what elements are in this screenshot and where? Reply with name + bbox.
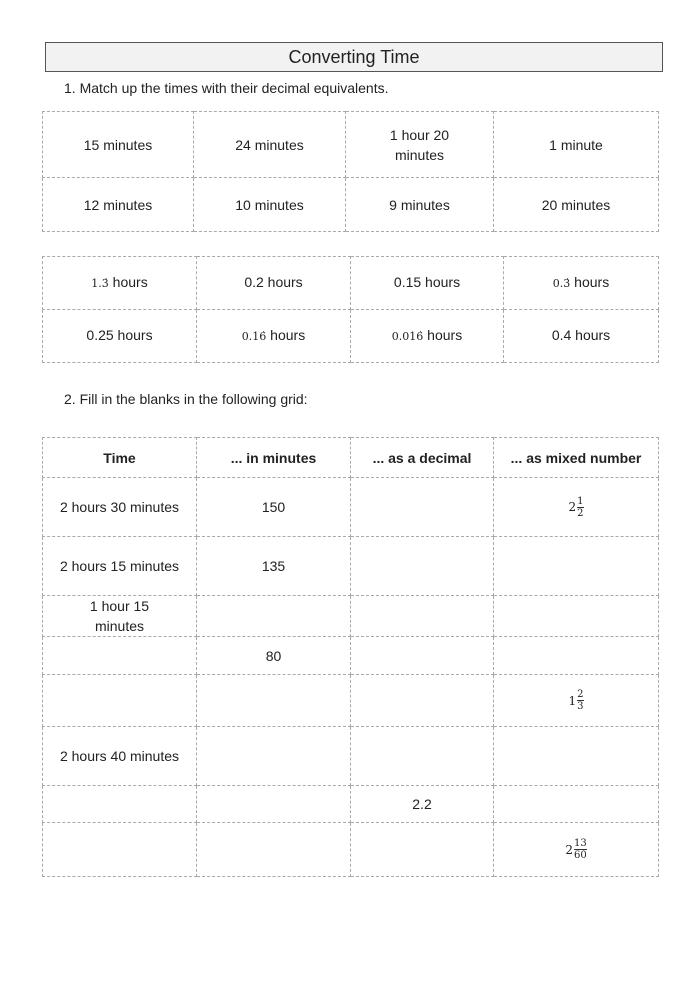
- fraction: [574, 838, 587, 861]
- times-table: [42, 111, 659, 232]
- page-title: Converting Time: [45, 42, 663, 72]
- grid-cell-decimal[interactable]: 2.2: [351, 786, 494, 823]
- time-label: 12 minutes: [83, 196, 153, 213]
- time-card: [194, 178, 346, 232]
- time-card: [494, 178, 659, 232]
- numerator: 2: [577, 689, 584, 700]
- grid-cell-decimal[interactable]: [351, 727, 494, 786]
- grid-cell-time[interactable]: 2 hours 40 minutes: [43, 727, 197, 786]
- grid-cell-decimal[interactable]: [351, 637, 494, 675]
- decimal-label: 0.2 hours: [244, 274, 303, 290]
- whole-part: 2: [568, 500, 577, 514]
- grid-row: [43, 823, 659, 877]
- time-label: 9 minutes: [389, 196, 450, 213]
- decimal-card: [197, 310, 351, 363]
- grid-cell-minutes[interactable]: 135: [197, 537, 351, 596]
- decimal-label: 0.15 hours: [393, 274, 461, 290]
- decimal-card: [351, 310, 504, 363]
- grid-row: [43, 727, 659, 786]
- decimal-card: [43, 310, 197, 363]
- decimal-card: [504, 257, 659, 310]
- decimal-card: [504, 310, 659, 363]
- decimals-table: [42, 256, 659, 363]
- column-header: ... in minutes: [197, 438, 351, 478]
- denominator: 60: [573, 850, 587, 861]
- decimal-card: [197, 257, 351, 310]
- numerator: 13: [573, 838, 587, 849]
- grid-cell-time[interactable]: 2 hours 30 minutes: [43, 478, 197, 537]
- grid-cell-time[interactable]: [43, 823, 197, 877]
- decimal-label: 0.4 hours: [551, 327, 611, 343]
- grid-cell-minutes[interactable]: [197, 823, 351, 877]
- time-label: 1 hour 20 minutes: [389, 126, 450, 163]
- grid-cell-mixed[interactable]: [494, 637, 659, 675]
- decimal-label: hours: [266, 327, 306, 343]
- decimal-label: hours: [570, 274, 610, 290]
- time-card: [346, 112, 494, 178]
- grid-cell-minutes[interactable]: [197, 596, 351, 637]
- grid-cell-minutes[interactable]: [197, 727, 351, 786]
- time-card: [494, 112, 659, 178]
- decimal-value: 1.3̇: [91, 277, 109, 290]
- whole-part: 2: [565, 842, 573, 857]
- grid-row: [43, 478, 659, 537]
- grid-row: [43, 786, 659, 823]
- grid-cell-mixed[interactable]: [494, 478, 659, 537]
- grid-cell-mixed[interactable]: [494, 786, 659, 823]
- time-label: 20 minutes: [541, 196, 611, 213]
- time-card: [194, 112, 346, 178]
- decimal-card: [43, 257, 197, 310]
- numerator: 1: [577, 495, 584, 507]
- decimal-label: hours: [108, 274, 148, 290]
- table-row: [43, 257, 659, 310]
- time-label: 1 minute: [549, 136, 603, 153]
- grid-cell-mixed[interactable]: [494, 537, 659, 596]
- grid-cell-minutes[interactable]: 80: [197, 637, 351, 675]
- decimal-label: hours: [423, 327, 463, 343]
- fraction: [577, 496, 583, 519]
- grid-cell-decimal[interactable]: [351, 823, 494, 877]
- decimal-card: [351, 257, 504, 310]
- table-row: [43, 178, 659, 232]
- grid-row: [43, 537, 659, 596]
- denominator: 2: [577, 507, 584, 519]
- grid-cell-time[interactable]: [43, 637, 197, 675]
- question-2: 2. Fill in the blanks in the following grid:: [64, 391, 308, 407]
- column-header: ... as a decimal: [351, 438, 494, 478]
- grid-cell-minutes[interactable]: 150: [197, 478, 351, 537]
- grid-cell-mixed[interactable]: [494, 823, 659, 877]
- time-label: 10 minutes: [235, 196, 304, 213]
- time-card: [43, 178, 194, 232]
- grid-cell-mixed[interactable]: [494, 727, 659, 786]
- column-header: Time: [43, 438, 197, 478]
- grid-cell-mixed[interactable]: [494, 596, 659, 637]
- grid-row: [43, 596, 659, 637]
- time-card: [43, 112, 194, 178]
- grid-cell-decimal[interactable]: [351, 537, 494, 596]
- mixed-number: [568, 689, 583, 712]
- whole-part: 1: [568, 693, 577, 708]
- grid-cell-minutes[interactable]: [197, 675, 351, 727]
- grid-cell-time[interactable]: [43, 786, 197, 823]
- time-label: 15 minutes: [83, 136, 153, 153]
- table-row: [43, 112, 659, 178]
- column-header: ... as mixed number: [494, 438, 659, 478]
- grid-cell-mixed[interactable]: [494, 675, 659, 727]
- fraction: [577, 689, 583, 712]
- grid-row: [43, 637, 659, 675]
- conversion-grid: [42, 437, 659, 877]
- mixed-number: [568, 496, 583, 519]
- grid-cell-decimal[interactable]: [351, 596, 494, 637]
- decimal-value: 0.016̇: [391, 330, 424, 343]
- grid-cell-decimal[interactable]: [351, 675, 494, 727]
- grid-row: [43, 675, 659, 727]
- decimal-label: 0.25 hours: [86, 327, 153, 343]
- time-card: [346, 178, 494, 232]
- grid-cell-time[interactable]: 1 hour 15 minutes: [43, 596, 197, 637]
- time-label: 24 minutes: [235, 136, 304, 153]
- decimal-value: 0.16̇: [241, 330, 267, 343]
- grid-cell-time[interactable]: [43, 675, 197, 727]
- question-1: 1. Match up the times with their decimal equivalents.: [64, 80, 389, 96]
- mixed-number: [565, 838, 586, 861]
- grid-cell-time[interactable]: 2 hours 15 minutes: [43, 537, 197, 596]
- table-row: [43, 310, 659, 363]
- denominator: 3: [577, 701, 584, 712]
- grid-cell-minutes[interactable]: [197, 786, 351, 823]
- decimal-value: 0.3̇: [552, 277, 571, 290]
- grid-cell-decimal[interactable]: [351, 478, 494, 537]
- grid-header-row: [43, 438, 659, 478]
